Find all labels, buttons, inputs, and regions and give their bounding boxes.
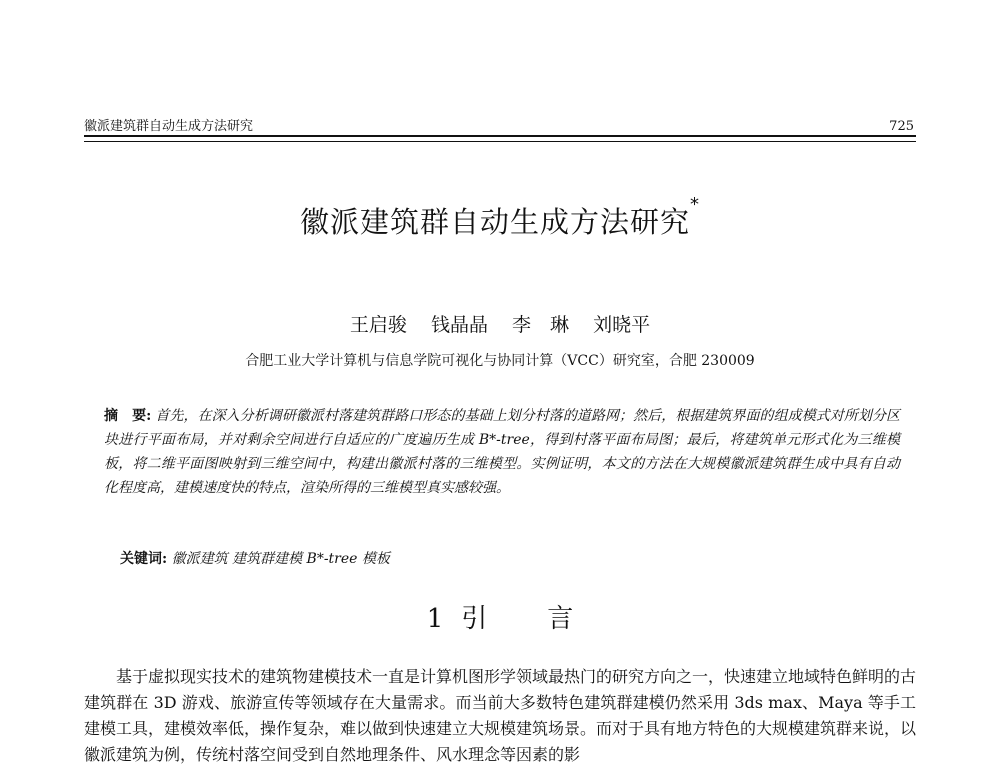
author-name: 王启骏 <box>349 314 407 336</box>
paper-title-text: 徽派建筑群自动生成方法研究 <box>299 205 690 239</box>
keywords <box>120 548 900 568</box>
section-title-part1: 引 <box>461 604 488 634</box>
author-list <box>0 310 1000 337</box>
header-rule-thick <box>84 135 916 137</box>
paper-title <box>0 194 1000 241</box>
page-number: 725 <box>889 119 914 134</box>
author-name: 李 琳 <box>512 314 570 336</box>
section-heading <box>0 598 1000 635</box>
section-title-part2: 言 <box>547 604 574 634</box>
header-rule-thin <box>84 141 916 142</box>
running-header <box>84 112 914 134</box>
abstract-text: 首先，在深入分析调研徽派村落建筑群路口形态的基础上划分村落的道路网；然后，根据建筑界面的组成模式对所划分区块进行平面布局，并对剩余空间进行自适应的广度遍历生成 B*-tree，得到村落平面布局图；最后，将建筑单元形式化为三维模板，将二维平面图映射到三维空间中，构建出徽派村落的三维模型。实例证明，本文的方法在大规模徽派建筑群生成中具有自动化程度高，建模速度快的特点，渲染所得的三维模型真实感较强。 <box>104 408 901 496</box>
abstract <box>104 404 900 500</box>
abstract-label: 摘 要: <box>104 408 152 424</box>
journal-title: 徽派建筑群自动生成方法研究 <box>84 119 254 134</box>
affiliation: 合肥工业大学计算机与信息学院可视化与协同计算（VCC）研究室，合肥 230009 <box>245 353 755 369</box>
keywords-text: 徽派建筑 建筑群建模 B*-tree 模板 <box>171 551 390 567</box>
author-name: 钱晶晶 <box>430 314 488 336</box>
author-name: 刘晓平 <box>593 314 651 336</box>
title-footnote-marker: * <box>690 194 700 215</box>
section-number: 1 <box>426 604 444 634</box>
keywords-label: 关键词: <box>120 551 168 567</box>
body-paragraph: 基于虚拟现实技术的建筑物建模技术一直是计算机图形学领域最热门的研究方向之一，快速建立地域特色鲜明的古建筑群在 3D 游戏、旅游宣传等领域存在大量需求。而当前大多数特色建筑群建模仍然采用 3ds max、Maya 等手工建模工具，建模效率低，操作复杂，难以做到快速建立大规模建筑场景。而对于具有地方特色的大规模建筑群来说，以徽派建筑为例，传统村落空间受到自然地理条件、风水理念等因素的影 <box>84 667 917 764</box>
